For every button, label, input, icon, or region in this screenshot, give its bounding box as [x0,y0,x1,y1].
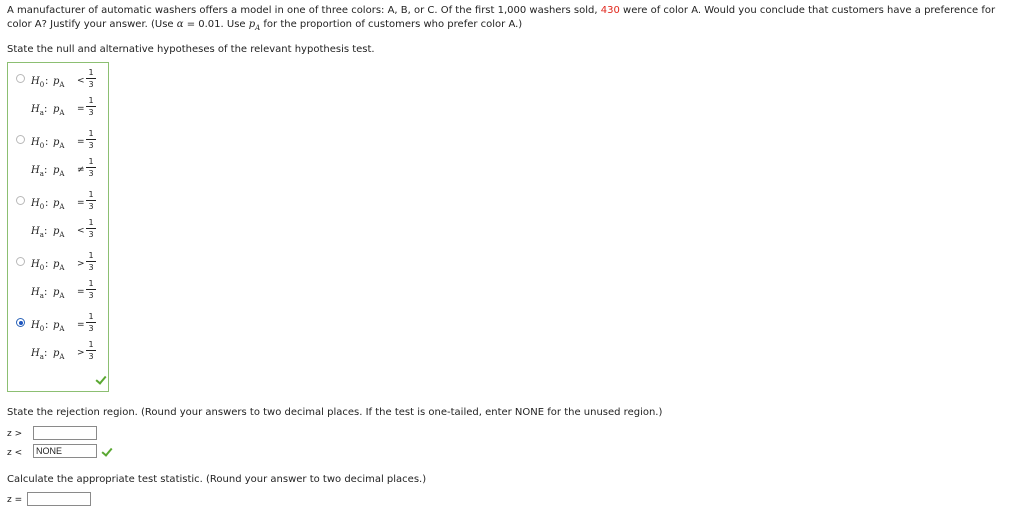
p-subscript: A [255,24,261,32]
hypothesis-symbol [31,104,44,115]
fraction-one-third [86,190,96,211]
fraction-bar [86,78,96,79]
hypotheses-prompt: State the null and alternative hypotheses of the relevant hypothesis test. [7,44,375,55]
fraction-numerator: 1 [88,68,94,77]
fraction-denominator: 3 [88,169,94,178]
proportion-symbol [53,198,64,209]
p-symbol: p [248,19,256,30]
fraction-denominator: 3 [88,230,94,239]
alternative-hypothesis [31,340,106,363]
fraction-numerator: 1 [88,312,94,321]
fraction-bar [86,200,96,201]
statistic-prompt: Calculate the appropriate test statistic. (Round your answer to two decimal places.) [7,474,427,485]
comparison-operator: = [77,198,85,208]
null-hypothesis [31,190,106,213]
fraction-one-third [86,251,96,272]
radio-button[interactable] [16,196,25,205]
h-symbol: H [31,104,40,115]
comparison-operator: > [77,259,85,269]
fraction-bar [86,289,96,290]
null-hypothesis [31,251,106,274]
p-letter: p [53,76,60,87]
checkmark-icon [101,446,111,456]
alternative-hypothesis [31,279,106,302]
colon: : [45,137,49,148]
proportion-symbol [53,348,64,359]
comparison-operator: = [77,104,85,114]
colon: : [44,287,48,298]
p-subscript: A [59,353,65,361]
fraction-one-third [86,218,96,239]
colon: : [45,320,49,331]
p-subscript: A [59,292,65,300]
radio-button[interactable] [16,257,25,266]
h-symbol: H [31,226,40,237]
h-subscript: a [39,353,44,361]
h-symbol: H [31,137,40,148]
p-subscript: A [59,109,65,117]
p-letter: p [53,137,60,148]
hypothesis-symbol [31,287,44,298]
colon: : [45,198,49,209]
hypothesis-option[interactable] [8,185,108,245]
fraction-bar [86,228,96,229]
h-symbol: H [31,165,40,176]
colon: : [44,165,48,176]
h-subscript: 0 [39,325,45,333]
fraction-denominator: 3 [88,108,94,117]
hypothesis-option[interactable] [8,246,108,306]
statistic-input[interactable] [27,492,91,506]
h-symbol: H [31,287,40,298]
p-subscript: A [59,264,65,272]
alternative-hypothesis [31,157,106,180]
fraction-denominator: 3 [88,263,94,272]
fraction-numerator: 1 [88,279,94,288]
fraction-one-third [86,157,96,178]
hypothesis-symbol [31,137,44,148]
fraction-numerator: 1 [88,96,94,105]
h-symbol: H [31,76,40,87]
question-line-1 [7,5,995,16]
colon: : [44,226,48,237]
p-subscript: A [59,231,65,239]
h-subscript: 0 [39,264,45,272]
fraction-bar [86,322,96,323]
h-subscript: a [39,292,44,300]
rejection-prompt: State the rejection region. (Round your answers to two decimal places. If the test is one-tailed, enter NONE for the unused region.) [7,407,663,418]
fraction-denominator: 3 [88,324,94,333]
highlighted-number: 430 [600,5,620,16]
fraction-one-third [86,68,96,89]
p-subscript: A [59,203,65,211]
h-subscript: 0 [39,203,45,211]
radio-button[interactable] [16,135,25,144]
fraction-one-third [86,129,96,150]
hypothesis-option[interactable] [8,307,108,367]
z-less-input[interactable]: NONE [33,444,97,458]
proportion-symbol [53,287,64,298]
colon: : [44,104,48,115]
statistic-label: z = [7,495,23,505]
comparison-operator: < [77,76,85,86]
p-letter: p [53,320,60,331]
proportion-symbol [53,76,64,87]
fraction-bar [86,106,96,107]
question-text-2b: = 0.01. Use [183,19,249,30]
question-text-1a: A manufacturer of automatic washers offers a model in one of three colors: A, B, or C. Of the first 1,000 washers sold, [7,5,601,16]
proportion-symbol [53,165,64,176]
p-letter: p [53,104,60,115]
colon: : [45,259,49,270]
fraction-numerator: 1 [88,218,94,227]
p-letter: p [53,198,60,209]
p-letter: p [53,348,60,359]
fraction-numerator: 1 [88,157,94,166]
null-hypothesis [31,68,106,91]
colon: : [44,348,48,359]
h-subscript: 0 [39,142,45,150]
fraction-denominator: 3 [88,202,94,211]
h-symbol: H [31,320,40,331]
p-letter: p [53,287,60,298]
p-letter: p [53,165,60,176]
h-symbol: H [31,259,40,270]
question-text-1b: were of color A. Would you conclude that customers have a preference for [619,5,996,16]
fraction-one-third [86,96,96,117]
comparison-operator: ≠ [77,165,85,175]
p-subscript: A [59,170,65,178]
p-subscript: A [59,325,65,333]
question-text-2a: color A? Justify your answer. (Use [7,19,177,30]
fraction-denominator: 3 [88,352,94,361]
hypothesis-symbol [31,348,44,359]
question-line-2 [7,19,522,30]
z-less-label: z < [7,448,23,458]
hypothesis-symbol [31,198,44,209]
fraction-denominator: 3 [88,291,94,300]
alternative-hypothesis [31,218,106,241]
p-letter: p [53,226,60,237]
hypothesis-symbol [31,259,44,270]
h-symbol: H [31,198,40,209]
fraction-numerator: 1 [88,129,94,138]
h-symbol: H [31,348,40,359]
colon: : [45,76,49,87]
fraction-one-third [86,279,96,300]
proportion-symbol [53,320,64,331]
h-subscript: a [39,231,44,239]
comparison-operator: = [77,137,85,147]
checkmark-icon [95,374,105,384]
hypothesis-symbol [31,226,44,237]
alpha-symbol: α [176,19,184,30]
fraction-one-third [86,312,96,333]
h-subscript: a [39,109,44,117]
fraction-numerator: 1 [88,190,94,199]
z-greater-input[interactable] [33,426,97,440]
alternative-hypothesis [31,96,106,119]
proportion-symbol [53,104,64,115]
fraction-bar [86,350,96,351]
comparison-operator: = [77,320,85,330]
fraction-bar [86,167,96,168]
fraction-numerator: 1 [88,340,94,349]
comparison-operator: > [77,348,85,358]
hypothesis-symbol [31,320,44,331]
proportion-symbol [53,259,64,270]
p-subscript: A [59,81,65,89]
p-subscript: A [59,142,65,150]
fraction-denominator: 3 [88,80,94,89]
comparison-operator: < [77,226,85,236]
proportion-symbol [53,137,64,148]
h-subscript: 0 [39,81,45,89]
z-greater-label: z > [7,429,23,439]
fraction-bar [86,261,96,262]
hypothesis-symbol [31,165,44,176]
fraction-one-third [86,340,96,361]
radio-button[interactable] [16,74,25,83]
p-letter: p [53,259,60,270]
hypothesis-option[interactable] [8,124,108,184]
hypothesis-symbol [31,76,44,87]
fraction-bar [86,139,96,140]
question-text-2c: for the proportion of customers who prefer color A.) [260,19,523,30]
hypothesis-option[interactable] [8,63,108,123]
null-hypothesis [31,129,106,152]
fraction-denominator: 3 [88,141,94,150]
fraction-numerator: 1 [88,251,94,260]
null-hypothesis [31,312,106,335]
h-subscript: a [39,170,44,178]
comparison-operator: = [77,287,85,297]
hypotheses-options [7,62,109,392]
proportion-symbol [53,226,64,237]
radio-button[interactable] [16,318,25,327]
